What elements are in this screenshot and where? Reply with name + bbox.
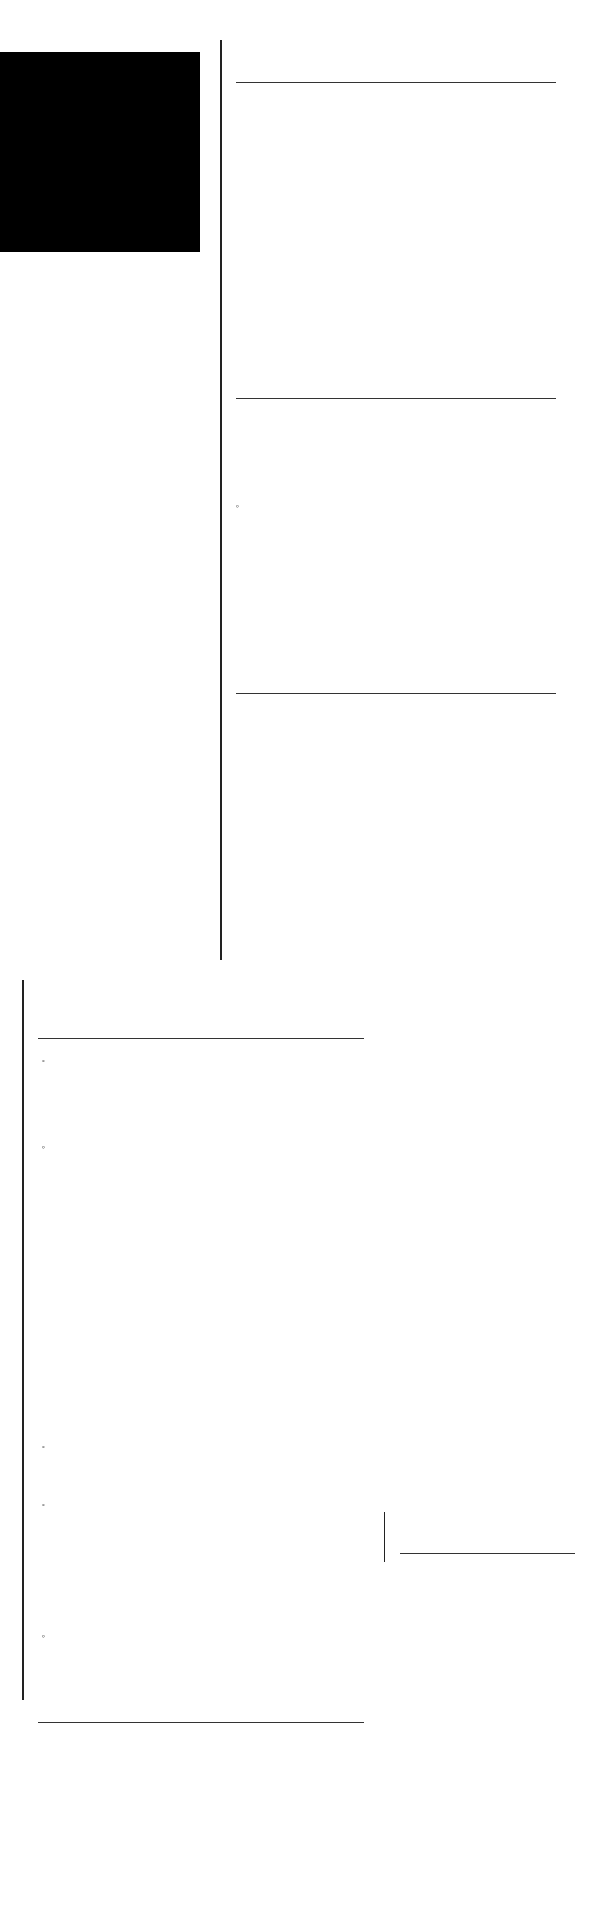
humo-bistro-logo <box>0 52 200 252</box>
cortes-notes: ° <box>42 1145 45 1153</box>
degree-mark: ° <box>42 1504 45 1511</box>
divider <box>38 1722 364 1723</box>
divider <box>236 693 556 694</box>
menu-item-note <box>236 502 239 512</box>
degree-mark: ° <box>236 504 239 512</box>
guarniciones-rule <box>384 1512 385 1562</box>
degree-mark: ° <box>42 1446 45 1453</box>
left-vertical-rule <box>22 980 24 1700</box>
menu-item <box>42 1496 45 1516</box>
divider <box>400 1553 575 1554</box>
cortes-title: ° <box>42 1060 46 1067</box>
divider <box>38 1038 364 1039</box>
pesca-note: ° <box>42 1634 45 1642</box>
menu-item <box>42 1438 45 1458</box>
top-vertical-rule <box>220 40 222 960</box>
divider <box>236 82 556 83</box>
menu-item <box>236 497 239 512</box>
divider <box>236 398 556 399</box>
